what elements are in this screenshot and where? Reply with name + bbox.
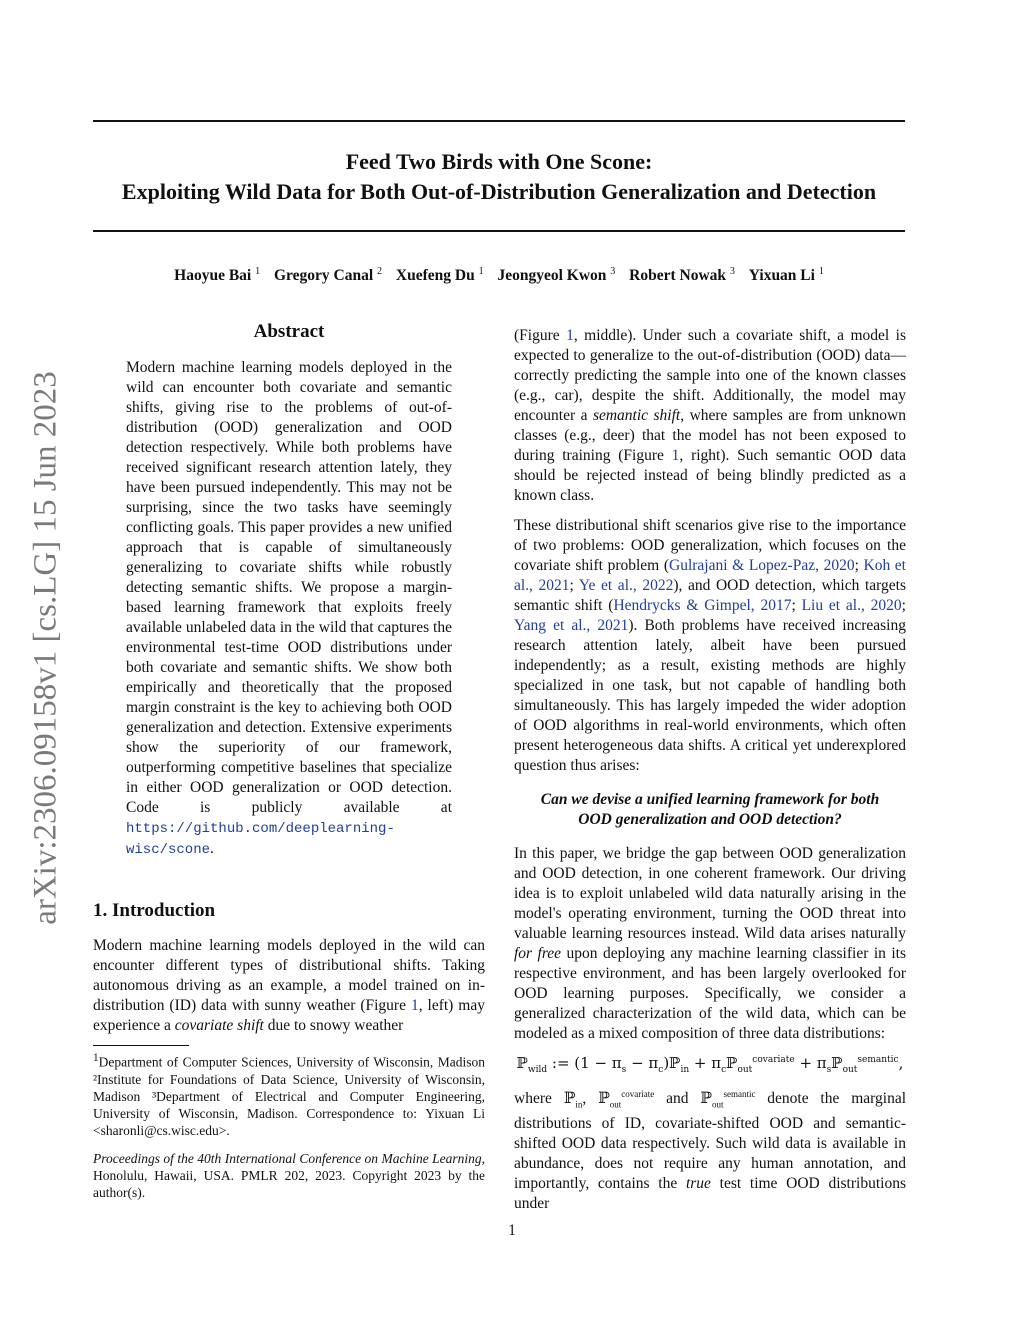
right-paragraph-1: (Figure 1, middle). Under such a covariate shift, a model is expected to generalize to the out-of-distribution (OOD) data—correctly predicting the sample into one of the known classes (e.g., car), despite the shift. Additionally, the model may encounter a semantic shift, where samples are from unknown classes (e.g., deer) that the model has not been exposed to during training (Figure 1, right). Such semantic OOD data should be rejected instead of being blindly predicted as a known class.	[514, 327, 906, 504]
intro-paragraph: Modern machine learning models deployed in the wild can encounter different types of distributional shifts. Taking autonomous driving as an example, a model trained on in-distribution (ID) data with sunny weather (Figure 1, left) may experience a covariate shift due to snowy weather	[93, 937, 485, 1034]
paper-title-line-2: Exploiting Wild Data for Both Out-of-Distribution Generalization and Detection	[121, 179, 877, 204]
figure-ref-link[interactable]: 1	[566, 327, 574, 344]
author-list	[93, 266, 905, 285]
footnote-rule	[93, 1045, 189, 1046]
abstract-end: .	[210, 840, 214, 857]
footnote-affiliations: $^1$Department of Computer Sciences, University of Wisconsin, Madison ²Institute for Foundations of Data Science, University of Wisconsin, Madison ³Department of Electrical and Computer Engineering, University of Wisconsin, Madison. Correspondence to: Yixuan Li <sharonli@cs.wisc.edu>.	[93, 1052, 485, 1138]
citation-link[interactable]: Koh et al., 2021	[514, 557, 906, 594]
figure-ref-link[interactable]: 1	[410, 997, 419, 1014]
citation-link[interactable]: Yang et al., 2021	[514, 617, 629, 634]
right-paragraph-3: In this paper, we bridge the gap between OOD generalization and OOD detection, in one coherent framework. Our driving idea is to exploit unlabeled wild data naturally arising in the model's operating environment, turning the OOD threat into valuable learning resources instead. Wild data arises naturally for free upon deploying any machine learning classifier in its respective environment, and has been largely overlooked for OOD learning purposes. Specifically, we consider a generalized characterization of the wild data, which can be modeled as a mixed composition of three data distributions:	[514, 845, 906, 1042]
figure-ref-link[interactable]: 1	[671, 447, 680, 464]
page-number: 1	[508, 1222, 516, 1239]
arxiv-stamp	[14, 356, 78, 940]
author: Gregory Canal $^2$	[273, 266, 383, 285]
title-bottom-rule	[93, 230, 905, 232]
abstract-body	[126, 358, 452, 860]
citation-link[interactable]: Gulrajani & Lopez-Paz, 2020	[669, 557, 855, 574]
right-column	[514, 326, 906, 1214]
paper-title-line-1: Feed Two Birds with One Scone:	[345, 149, 653, 174]
footnote-proceedings: Proceedings of the 40th International Conference on Machine Learning, Honolulu, Hawaii, USA. PMLR 202, 2023. Copyright 2023 by the author(s).	[93, 1151, 485, 1200]
research-question: Can we devise a unified learning framework for both OOD generalization and OOD detection?	[540, 791, 880, 828]
citation-link[interactable]: Hendrycks & Gimpel, 2017	[613, 597, 792, 614]
author: Yixuan Li $^1$	[748, 266, 824, 285]
author: Haoyue Bai $^1$	[174, 266, 261, 285]
section-heading-introduction: 1. Introduction	[93, 900, 216, 921]
abstract-text: Modern machine learning models deployed in the wild can encounter both covariate and semantic shifts, giving rise to the problems of out-of-distribution (OOD) generalization and OOD detection respectively. While both problems have received significant research attention lately, they have been pursued independently. This may not be surprising, since the two tasks have seemingly conflicting goals. This paper provides a new unified approach that is capable of simultaneously generalizing to covariate shifts while robustly detecting semantic shifts. We propose a margin-based learning framework that exploits freely available unlabeled data in the wild that captures the environmental test-time OOD distributions under both covariate and semantic shifts. We show both empirically and theoretically that the proposed margin constraint is the key to achieving both OOD generalization and detection. Extensive experiments show the superiority of our framework, outperforming competitive baselines that specialize in either OOD generalization or OOD detection. Code is publicly available at	[126, 359, 452, 816]
arxiv-stamp-text: arXiv:2306.09158v1 [cs.LG] 15 Jun 2023	[27, 371, 64, 925]
code-link[interactable]: https://github.com/deeplearning-wisc/scone	[126, 821, 395, 858]
right-paragraph-4: where ℙ$_{in}$, ℙ$_{out}^{covariate}$ and ℙ$_{out}^{semantic}$ denote the marginal distributions of ID, covariate-shifted OOD and semantic-shifted OOD data respectively. Such wild data is available in abundance, does not require any human annotation, and importantly, contains the true test time OOD distributions under	[514, 1089, 906, 1213]
author: Jeongyeol Kwon $^3$	[497, 266, 616, 285]
title-top-rule	[93, 120, 905, 122]
abstract-heading: Abstract	[253, 321, 325, 342]
right-paragraph-2: These distributional shift scenarios give rise to the importance of two problems: OOD generalization, which focuses on the covariate shift problem (Gulrajani & Lopez-Paz, 2020; Koh et al., 2021; Ye et al., 2022), and OOD detection, which targets semantic shift (Hendrycks & Gimpel, 2017; Liu et al., 2020; Yang et al., 2021). Both problems have received increasing research attention lately, albeit have been pursued independently; as a result, existing methods are highly specialized in one task, but not capable of handling both simultaneously. This has largely impeded the wider adoption of OOD algorithms in real-world environments, which often present heterogeneous data shifts. A critical yet underexplored question thus arises:	[514, 517, 906, 774]
author: Robert Nowak $^3$	[629, 266, 735, 285]
citation-link[interactable]: Liu et al., 2020	[801, 597, 902, 614]
citation-link[interactable]: Ye et al., 2022	[578, 577, 674, 594]
wild-mixture-equation: ℙ$_{wild}$ := ($1 - \pi_s$ − $\pi_c)ℙ_{in}$ + $\pi_cℙ_{out}^{covariate}$ + $\pi_sℙ_{out}^{semantic}$,	[516, 1054, 904, 1075]
author: Xuefeng Du $^1$	[395, 266, 484, 285]
